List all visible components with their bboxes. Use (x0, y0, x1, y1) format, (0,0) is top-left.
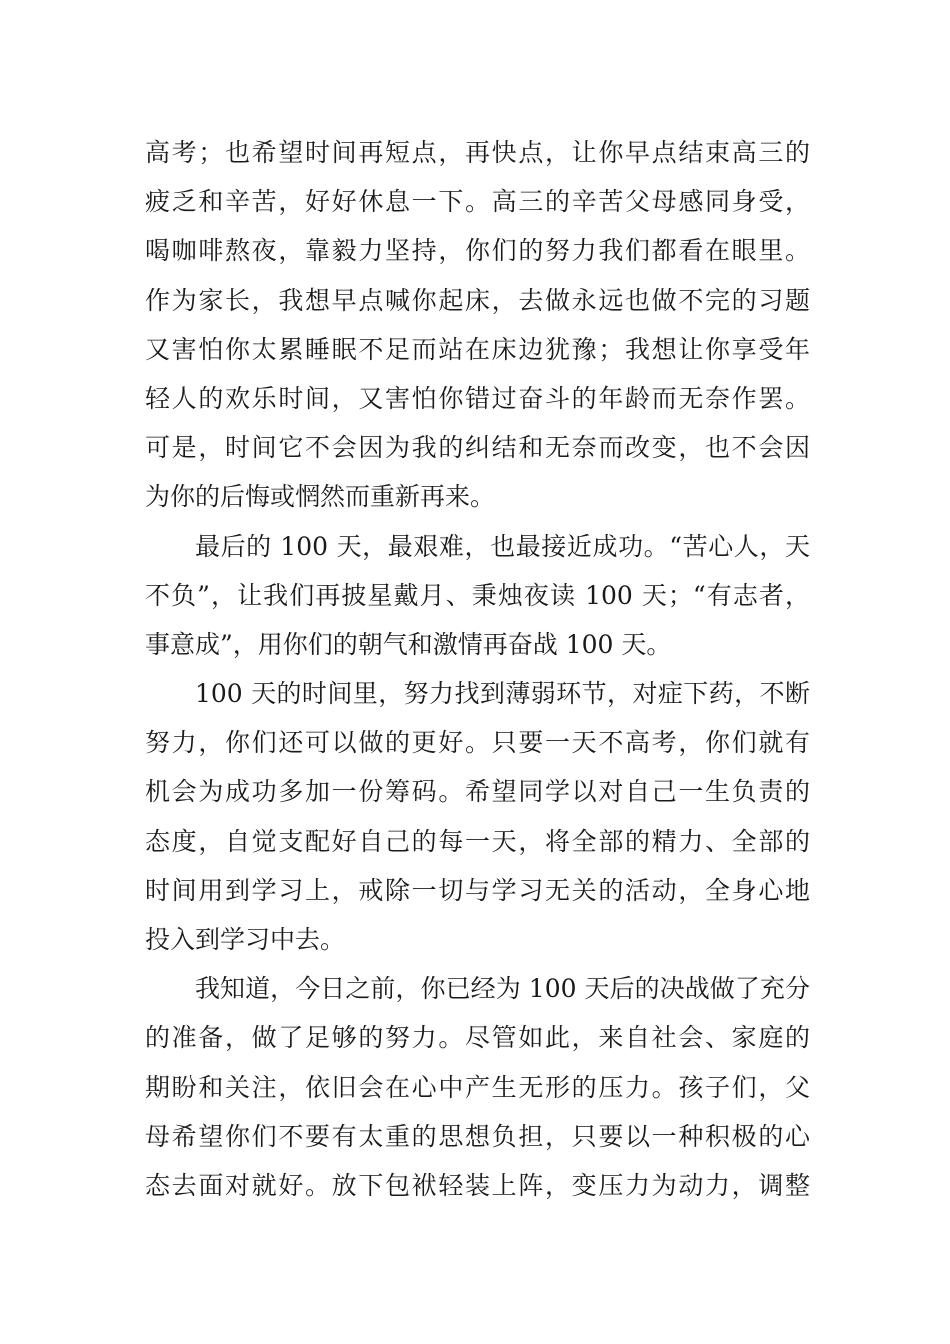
text-line: 的准备，做了足够的努力。尽管如此，来自社会、家庭的 (145, 1023, 810, 1053)
text-line: 为你的后悔或惘然而重新再来。 (145, 482, 496, 512)
text-line: 努力，你们还可以做的更好。只要一天不高考，你们就有 (145, 728, 810, 758)
text-line: 疲乏和辛苦，好好休息一下。高三的辛苦父母感同身受， (145, 187, 810, 217)
text-line: 可是，时间它不会因为我的纠结和无奈而改变，也不会因 (145, 433, 810, 463)
text-line: 喝咖啡熬夜，靠毅力坚持，你们的努力我们都看在眼里。 (145, 236, 810, 266)
text-line: 作为家长，我想早点喊你起床，去做永远也做不完的习题 (145, 285, 810, 315)
paragraph-2 (145, 522, 810, 670)
text-line: 又害怕你太累睡眠不足而站在床边犹豫；我想让你享受年 (145, 334, 810, 364)
text-line: 事意成”，用你们的朝气和激情再奋战 100 天。 (145, 629, 672, 659)
text-line: 态度，自觉支配好自己的每一天，将全部的精力、全部的 (145, 826, 810, 856)
text-line: 母希望你们不要有太重的思想负担，只要以一种积极的心 (145, 1121, 810, 1151)
text-line: 期盼和关注，依旧会在心中产生无形的压力。孩子们，父 (145, 1072, 810, 1102)
text-line: 不负”，让我们再披星戴月、秉烛夜读 100 天；“有志者， (145, 580, 810, 610)
text-line: 轻人的欢乐时间，又害怕你错过奋斗的年龄而无奈作罢。 (145, 383, 810, 413)
text-line: 机会为成功多加一份筹码。希望同学以对自己一生负责的 (145, 777, 810, 807)
paragraph-3 (145, 669, 810, 964)
text-line: 时间用到学习上，戒除一切与学习无关的活动，全身心地 (145, 875, 810, 905)
text-line: 100 天的时间里，努力找到薄弱环节，对症下药，不断 (195, 679, 810, 709)
text-line: 态去面对就好。放下包袱轻装上阵，变压力为动力，调整 (145, 1170, 810, 1200)
text-line: 高考；也希望时间再短点，再快点，让你早点结束高三的 (145, 138, 810, 167)
text-line: 投入到学习中去。 (145, 925, 346, 954)
paragraph-1 (145, 128, 810, 522)
document-body (145, 128, 810, 1210)
paragraph-4 (145, 964, 810, 1210)
text-line: 最后的 100 天，最艰难，也最接近成功。“苦心人，天 (195, 531, 810, 561)
text-line: 我知道，今日之前，你已经为 100 天后的决战做了充分 (195, 974, 810, 1004)
